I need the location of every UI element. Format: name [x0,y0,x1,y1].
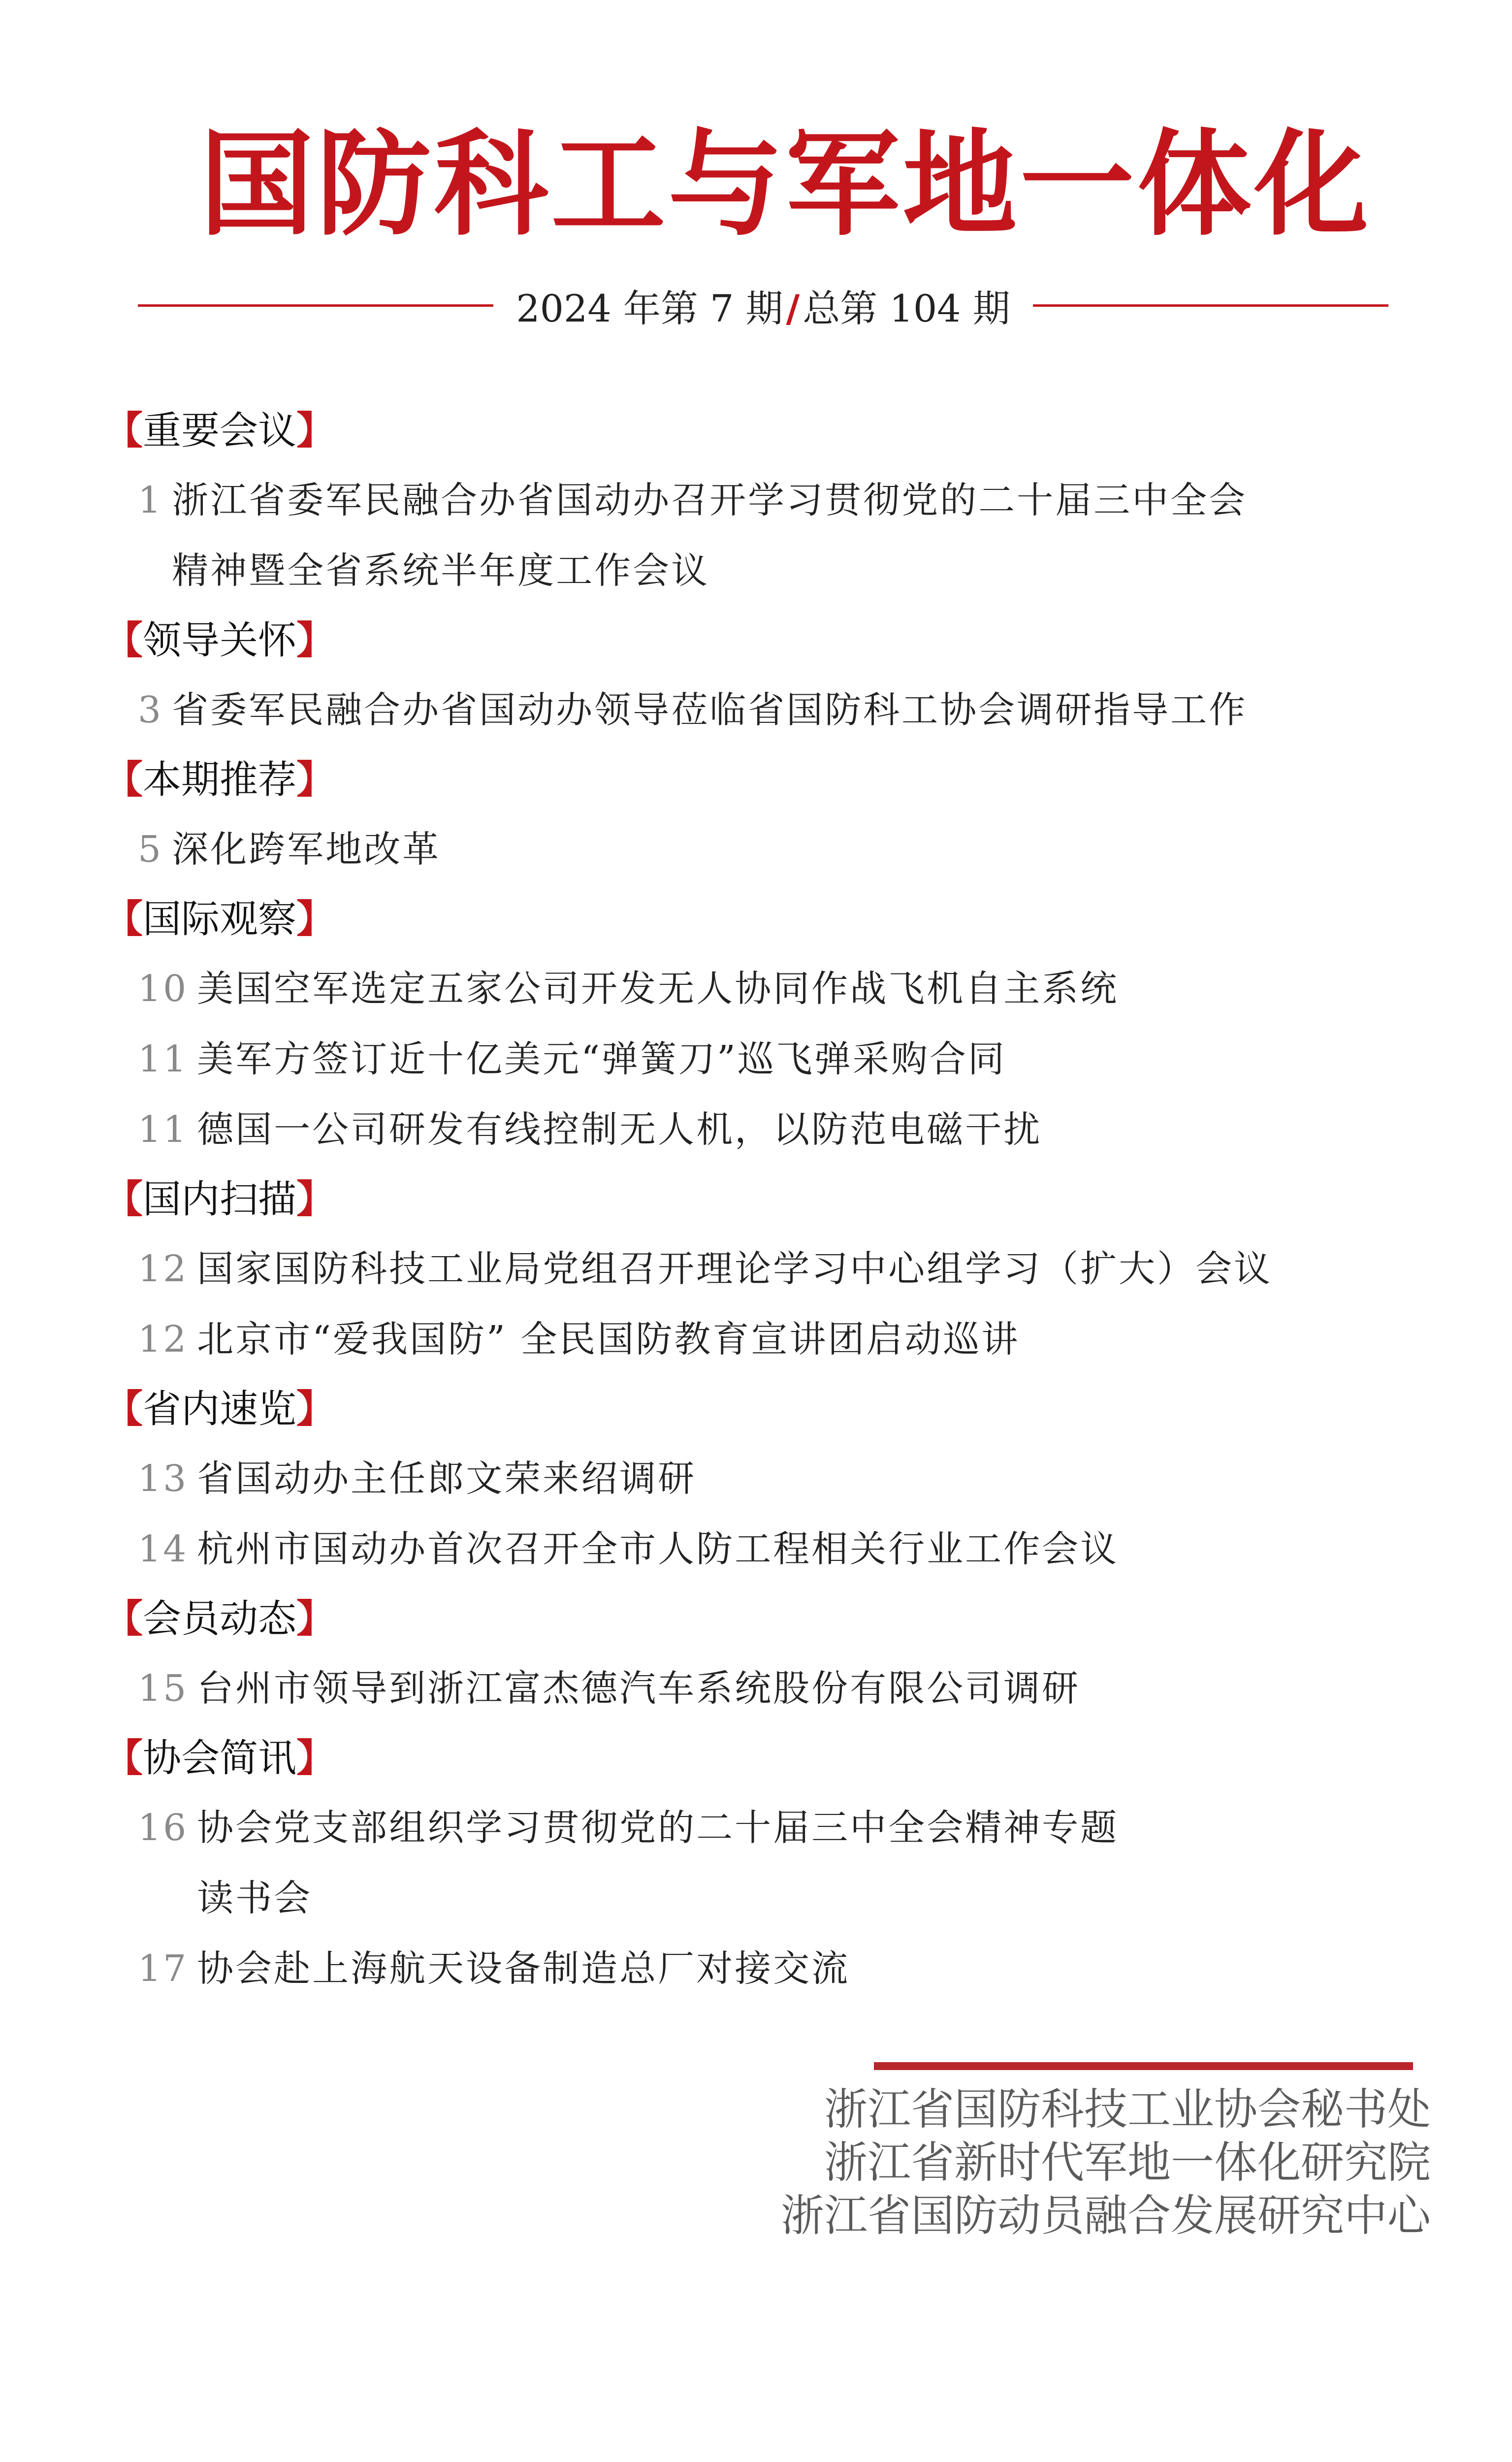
section-bracket-right: 】 [296,897,335,941]
section-name: 国内扫描 [143,1177,297,1222]
issue-divider-left [138,304,493,307]
entry-title-line: 深化跨军地改革 [172,828,441,871]
toc-section [104,1375,1409,1585]
issue-divider-right [1033,304,1388,307]
entry-page-number: 15 [138,1667,189,1710]
entry-page-number: 12 [138,1318,189,1361]
section-bracket-left: 【 [104,897,143,941]
toc-entry[interactable] [104,675,1409,745]
entry-title-line: 北京市“爱我国防” 全民国防教育宣讲团启动巡讲 [197,1318,1020,1361]
entry-page-number: 16 [138,1807,189,1849]
entry-title-line: 协会赴上海航天设备制造总厂对接交流 [197,1947,850,1990]
toc-section [104,606,1409,745]
entry-page-number: 12 [138,1248,189,1290]
toc-entry[interactable] [104,954,1409,1024]
entry-title-line: 美国空军选定五家公司开发无人协同作战飞机自主系统 [197,968,1119,1010]
publisher-name: 浙江省新时代军地一体化研究院 [824,2137,1431,2188]
toc-entry[interactable] [104,1304,1409,1375]
entry-title [172,675,1409,745]
entry-title-line: 省委军民融合办省国动办领导莅临省国防科工协会调研指导工作 [172,689,1248,731]
entry-page-number: 10 [138,968,189,1010]
entry-page-number: 1 [138,479,163,521]
issue-total-number: 总第 104 期 [803,286,1010,330]
section-name: 协会简讯 [143,1736,297,1781]
section-bracket-left: 【 [104,409,143,453]
toc-entry[interactable] [104,1514,1409,1585]
entry-title-line: 浙江省委军民融合办省国动办召开学习贯彻党的二十届三中全会 [172,479,1248,521]
entry-title [197,1934,1409,2004]
entry-title [197,1234,1409,1304]
toc-section [104,885,1409,1165]
entry-title-line: 台州市领导到浙江富杰德汽车系统股份有限公司调研 [197,1667,1081,1710]
entry-page-number: 3 [138,689,163,731]
entry-title-line: 杭州市国动办首次召开全市人防工程相关行业工作会议 [197,1528,1119,1570]
toc-entry[interactable] [104,465,1409,606]
entry-title-line: 协会党支部组织学习贯彻党的二十届三中全会精神专题 [197,1807,1119,1849]
entry-title-line: 美军方签订近十亿美元“弹簧刀”巡飞弹采购合同 [197,1038,1006,1080]
entry-title [172,814,1409,885]
entry-title [197,1024,1409,1095]
section-bracket-right: 】 [296,1387,335,1431]
entry-title [197,1095,1409,1165]
journal-title: 国防科工与军地一体化 [199,118,1372,251]
toc-section [104,745,1409,885]
section-bracket-right: 】 [296,1597,335,1641]
toc-section [104,1165,1409,1375]
entry-title [197,1653,1409,1724]
publisher-block [781,2083,1431,2242]
entry-page-number: 17 [138,1947,189,1990]
toc-entry[interactable] [104,1653,1409,1724]
entry-title [197,1304,1409,1375]
issue-label [493,279,1032,332]
toc-entry[interactable] [104,1793,1409,1934]
section-bracket-right: 】 [296,618,335,663]
toc-entry[interactable] [104,1234,1409,1304]
section-bracket-left: 【 [104,1177,143,1222]
issue-number: 2024 年第 7 期 [516,286,783,330]
entry-title-line: 精神暨全省系统半年度工作会议 [172,550,710,592]
entry-page-number: 13 [138,1458,189,1500]
entry-title [197,1514,1409,1585]
toc-section [104,1585,1409,1724]
section-heading [104,745,1409,814]
publisher-name: 浙江省国防动员融合发展研究中心 [780,2190,1431,2241]
section-heading [104,396,1409,465]
entry-page-number: 5 [138,828,163,871]
section-bracket-left: 【 [104,1387,143,1431]
section-bracket-right: 】 [296,1177,335,1222]
entry-title-line: 国家国防科技工业局党组召开理论学习中心组学习（扩大）会议 [197,1248,1273,1290]
section-name: 国际观察 [143,897,297,941]
publisher-name: 浙江省国防科技工业协会秘书处 [824,2084,1431,2135]
entry-title [197,1793,1409,1934]
toc-entry[interactable] [104,814,1409,885]
entry-title [197,1444,1409,1514]
toc-entry[interactable] [104,1024,1409,1095]
entry-title-line: 德国一公司研发有线控制无人机，以防范电磁干扰 [197,1108,1042,1151]
section-heading [104,1165,1409,1234]
toc-entry[interactable] [104,1934,1409,2004]
issue-row [138,276,1388,335]
section-bracket-left: 【 [104,618,143,663]
section-name: 省内速览 [143,1387,297,1431]
section-name: 重要会议 [143,409,297,453]
section-bracket-left: 【 [104,758,143,802]
section-bracket-left: 【 [104,1736,143,1781]
section-bracket-right: 】 [296,1736,335,1781]
section-bracket-right: 】 [296,758,335,802]
entry-title-line: 读书会 [197,1877,313,1919]
entry-title [172,465,1409,606]
section-heading [104,1375,1409,1444]
section-heading [104,606,1409,675]
toc-section [104,396,1409,606]
entry-page-number: 11 [138,1038,189,1080]
entry-title-line: 省国动办主任郎文荣来绍调研 [197,1458,697,1500]
section-heading [104,885,1409,954]
section-bracket-right: 】 [296,409,335,453]
issue-separator: / [786,286,800,330]
toc-entry[interactable] [104,1444,1409,1514]
entry-page-number: 14 [138,1528,189,1570]
entry-title [197,954,1409,1024]
toc-section [104,1724,1409,2004]
section-heading [104,1585,1409,1653]
footer-divider [874,2062,1413,2070]
section-heading [104,1724,1409,1793]
section-name: 领导关怀 [143,618,297,663]
section-name: 会员动态 [143,1597,297,1641]
table-of-contents [104,396,1409,2004]
section-name: 本期推荐 [143,758,297,802]
section-bracket-left: 【 [104,1597,143,1641]
toc-entry[interactable] [104,1095,1409,1165]
entry-page-number: 11 [138,1108,189,1151]
